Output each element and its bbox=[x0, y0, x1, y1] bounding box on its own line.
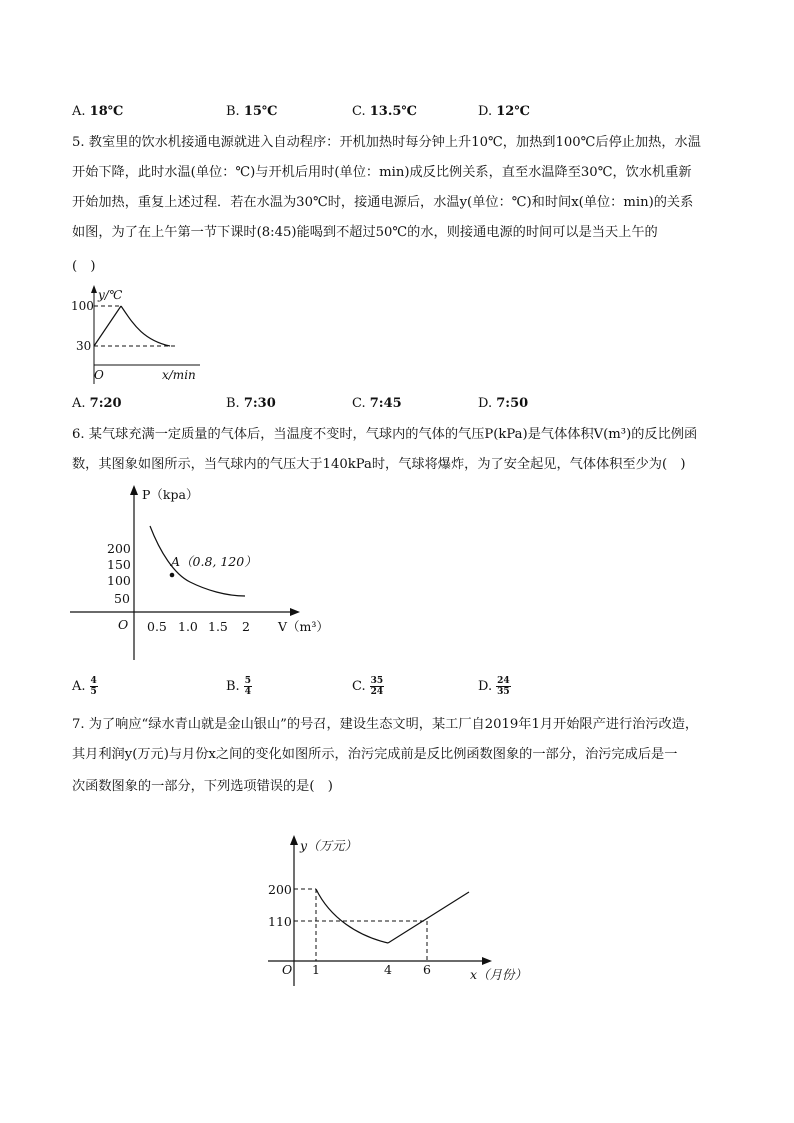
q7-line-2: 其月利润y(万元)与月份x之间的变化如图所示，治污完成前是反比例函数图象的一部分，治污完成后是一 bbox=[72, 747, 678, 762]
option-text: 7:45 bbox=[369, 396, 402, 411]
x-tick-1: 1 bbox=[312, 962, 320, 977]
option-text: 18℃ bbox=[89, 104, 124, 119]
denominator: 5 bbox=[90, 687, 97, 697]
q6-option-b bbox=[226, 676, 252, 697]
q4-option-a bbox=[72, 104, 123, 119]
fraction bbox=[244, 676, 252, 697]
q6-line-1: 6. 某气球充满一定质量的气体后，当温度不变时，气球内的气体的气压P(kPa)是气体体积V(m³)的反比例函 bbox=[72, 427, 698, 442]
option-letter: D. bbox=[478, 396, 493, 411]
y-axis-label: y/℃ bbox=[98, 288, 123, 302]
y-tick-200: 200 bbox=[268, 882, 292, 897]
x-axis-arrow bbox=[290, 608, 300, 616]
q4-option-c bbox=[352, 104, 417, 119]
y-tick-50: 50 bbox=[114, 591, 130, 606]
q5-line-3: 开始加热，重复上述过程．若在水温为30℃时，接通电源后，水温y(单位：℃)和时间x(单位：min)的关系 bbox=[72, 195, 694, 210]
point-a-label: A（0.8, 120） bbox=[171, 554, 257, 569]
option-text: 13.5℃ bbox=[369, 104, 418, 119]
q7-graph bbox=[262, 832, 534, 992]
inverse-curve bbox=[316, 889, 388, 943]
denominator: 24 bbox=[370, 687, 384, 697]
option-text: 7:50 bbox=[496, 396, 529, 411]
numerator: 4 bbox=[90, 676, 97, 686]
y-tick-100: 100 bbox=[71, 299, 94, 313]
option-text: 12℃ bbox=[496, 104, 530, 119]
option-letter: B. bbox=[226, 104, 240, 119]
q6-option-d bbox=[478, 676, 511, 697]
numerator: 5 bbox=[244, 676, 251, 686]
denominator: 35 bbox=[497, 687, 510, 697]
origin-label: O bbox=[94, 368, 104, 382]
option-text: 7:30 bbox=[243, 396, 276, 411]
fraction bbox=[496, 676, 511, 697]
heating-segment bbox=[94, 306, 121, 346]
q5-option-c bbox=[352, 396, 402, 411]
q5-line-2: 开始下降，此时水温(单位：℃)与开机后用时(单位：min)成反比例关系，直至水温降至30℃，饮水机重新 bbox=[72, 165, 692, 180]
q6-option-c bbox=[352, 676, 384, 697]
y-tick-110: 110 bbox=[268, 914, 292, 929]
x-axis-label: V（m³） bbox=[278, 619, 329, 634]
x-tick-1.0: 1.0 bbox=[178, 619, 198, 634]
fraction bbox=[370, 676, 385, 697]
y-axis-label: y（万元） bbox=[300, 838, 358, 853]
y-axis-arrow bbox=[290, 835, 298, 845]
option-letter: C. bbox=[352, 679, 366, 694]
y-axis-arrow bbox=[130, 485, 138, 495]
q6-graph bbox=[70, 482, 340, 664]
linear-segment bbox=[388, 892, 469, 943]
q4-option-b bbox=[226, 104, 278, 119]
x-axis-label: x（月份） bbox=[470, 967, 528, 982]
option-letter: A. bbox=[72, 104, 86, 119]
option-letter: C. bbox=[352, 396, 366, 411]
q4-option-d bbox=[478, 104, 530, 119]
origin-label: O bbox=[118, 617, 129, 632]
q5-graph bbox=[70, 282, 210, 388]
option-text: 15℃ bbox=[243, 104, 278, 119]
denominator: 4 bbox=[244, 687, 251, 697]
fraction bbox=[90, 676, 98, 697]
q6-line-2: 数，其图象如图所示，当气球内的气压大于140kPa时，气球将爆炸，为了安全起见，气体体积至少为( ) bbox=[72, 457, 686, 472]
y-tick-30: 30 bbox=[76, 339, 92, 353]
option-text: 7:20 bbox=[89, 396, 122, 411]
x-axis-label: x/min bbox=[162, 368, 196, 382]
point-a bbox=[170, 573, 175, 578]
y-axis-arrow bbox=[91, 285, 97, 293]
x-axis-arrow bbox=[482, 957, 492, 965]
x-tick-1.5: 1.5 bbox=[208, 619, 228, 634]
q5-answer-paren: ( ) bbox=[72, 259, 96, 274]
numerator: 24 bbox=[497, 676, 510, 686]
q6-option-a bbox=[72, 676, 98, 697]
q7-line-1: 7. 为了响应“绿水青山就是金山银山”的号召，建设生态文明，某工厂自2019年1月开始限产进行治污改造， bbox=[72, 717, 699, 732]
x-tick-2: 2 bbox=[242, 619, 250, 634]
option-letter: D. bbox=[478, 679, 493, 694]
q5-line-4: 如图，为了在上午第一节下课时(8:45)能喝到不超过50℃的水，则接通电源的时间可以是当天上午的 bbox=[72, 225, 658, 240]
q5-line-1: 5. 教室里的饮水机接通电源就进入自动程序：开机加热时每分钟上升10℃，加热到100℃后停止加热，水温 bbox=[72, 135, 701, 150]
x-tick-6: 6 bbox=[423, 962, 431, 977]
option-letter: A. bbox=[72, 396, 86, 411]
q5-option-a bbox=[72, 396, 122, 411]
y-tick-100: 100 bbox=[107, 573, 131, 588]
x-tick-4: 4 bbox=[384, 962, 392, 977]
y-tick-200: 200 bbox=[107, 541, 131, 556]
option-letter: B. bbox=[226, 396, 240, 411]
y-axis-label: P（kpa） bbox=[142, 487, 199, 502]
q7-line-3: 次函数图象的一部分，下列选项错误的是( ) bbox=[72, 779, 333, 794]
numerator: 35 bbox=[370, 676, 384, 686]
origin-label: O bbox=[282, 962, 293, 977]
y-tick-150: 150 bbox=[107, 557, 131, 572]
option-letter: A. bbox=[72, 679, 86, 694]
option-letter: B. bbox=[226, 679, 240, 694]
option-letter: C. bbox=[352, 104, 366, 119]
cooling-curve bbox=[121, 306, 170, 346]
x-tick-0.5: 0.5 bbox=[147, 619, 167, 634]
option-letter: D. bbox=[478, 104, 493, 119]
q5-option-d bbox=[478, 396, 528, 411]
q5-option-b bbox=[226, 396, 276, 411]
